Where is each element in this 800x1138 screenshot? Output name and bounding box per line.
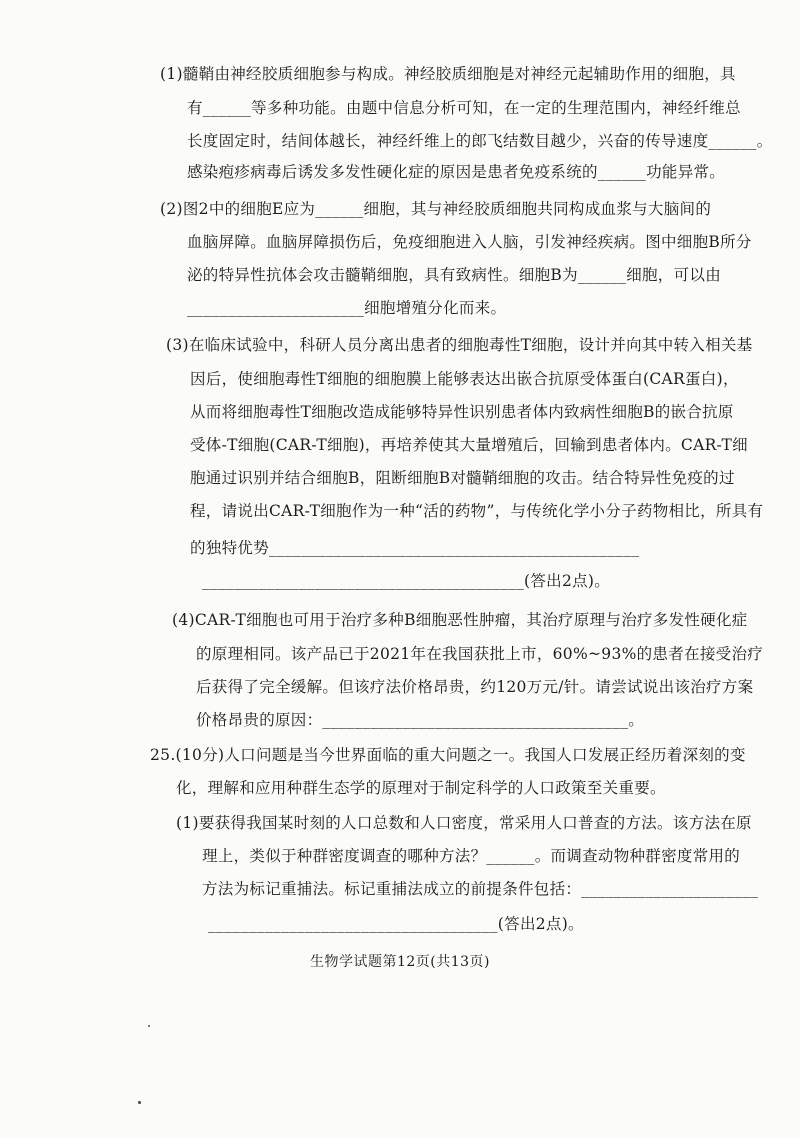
text-line: (2)图2中的细胞E应为______细胞，其与神经胶质细胞共同构成血浆与大脑间的	[160, 200, 712, 218]
text-line: 泌的特异性抗体会攻击髓鞘细胞，具有致病性。细胞B为______细胞，可以由	[187, 266, 721, 284]
text-line: 长度固定时，结间体越长，神经纤维上的郎飞结数目越少，兴奋的传导速度______。	[187, 132, 773, 150]
text-line: 因后，使细胞毒性T细胞的细胞膜上能够表达出嵌合抗原受体蛋白(CAR蛋白)，	[190, 370, 739, 388]
text-line: (1)要获得我国某时刻的人口总数和人口密度，常采用人口普查的方法。该方法在原	[176, 814, 752, 832]
text-line: (1)髓鞘由神经胶质细胞参与构成。神经胶质细胞是对神经元起辅助作用的细胞，具	[160, 65, 736, 83]
text-line: 化，理解和应用种群生态学的原理对于制定科学的人口政策至关重要。	[176, 779, 666, 797]
text-line: 后获得了完全缓解。但该疗法价格昂贵，约120万元/针。请尝试说出该治疗方案	[196, 678, 754, 696]
text-line: ______________________细胞增殖分化而来。	[187, 299, 507, 317]
text-line: 血脑屏障。血脑屏障损伤后，免疫细胞进入人脑，引发神经疾病。图中细胞B所分	[187, 233, 752, 251]
question-25-heading: 25.(10分)人口问题是当今世界面临的重大问题之一。我国人口发展正经历着深刻的变	[150, 746, 746, 764]
scan-speck	[138, 1101, 141, 1104]
text-line: 理上，类似于种群密度调查的哪种方法？______。而调查动物种群密度常用的	[202, 847, 741, 865]
text-line: 胞通过识别并结合细胞B，阻断细胞B对髓鞘细胞的攻击。结合特异性免疫的过	[190, 469, 735, 487]
text-line: (4)CAR-T细胞也可用于治疗多种B细胞恶性肿瘤，其治疗原理与治疗多发性硬化症	[172, 611, 748, 629]
text-line: 受体-T细胞(CAR-T细胞)，再培养使其大量增殖后，回输到患者体内。CAR-T细	[190, 436, 748, 454]
text-line: 从而将细胞毒性T细胞改造成能够特异性识别患者体内致病性细胞B的嵌合抗原	[190, 403, 734, 421]
text-line: 价格昂贵的原因：______________________________________。	[196, 711, 645, 729]
page-footer: 生物学试题第12页(共13页)	[309, 954, 491, 970]
text-line: (3)在临床试验中，科研人员分离出患者的细胞毒性T细胞，设计并向其中转入相关基	[166, 336, 753, 354]
text-line: 有______等多种功能。由题中信息分析可知，在一定的生理范围内，神经纤维总	[187, 99, 741, 117]
text-line: 程，请说出CAR-T细胞作为一种“活的药物”，与传统化学小分子药物相比，所具有	[190, 502, 764, 520]
text-line: 感染疱疹病毒后诱发多发性硬化症的原因是患者免疫系统的______功能异常。	[187, 163, 726, 181]
text-line: 的原理相同。该产品已于2021年在我国获批上市，60%~93%的患者在接受治疗	[196, 645, 764, 663]
scan-speck	[148, 1025, 150, 1027]
text-line: ________________________________________(答出2点)。	[202, 572, 611, 590]
text-line: ____________________________________(答出2点)。	[208, 915, 584, 933]
text-line: 方法为标记重捕法。标记重捕法成立的前提条件包括：______________________	[202, 880, 759, 898]
text-line: 的独特优势______________________________________________	[190, 539, 640, 557]
